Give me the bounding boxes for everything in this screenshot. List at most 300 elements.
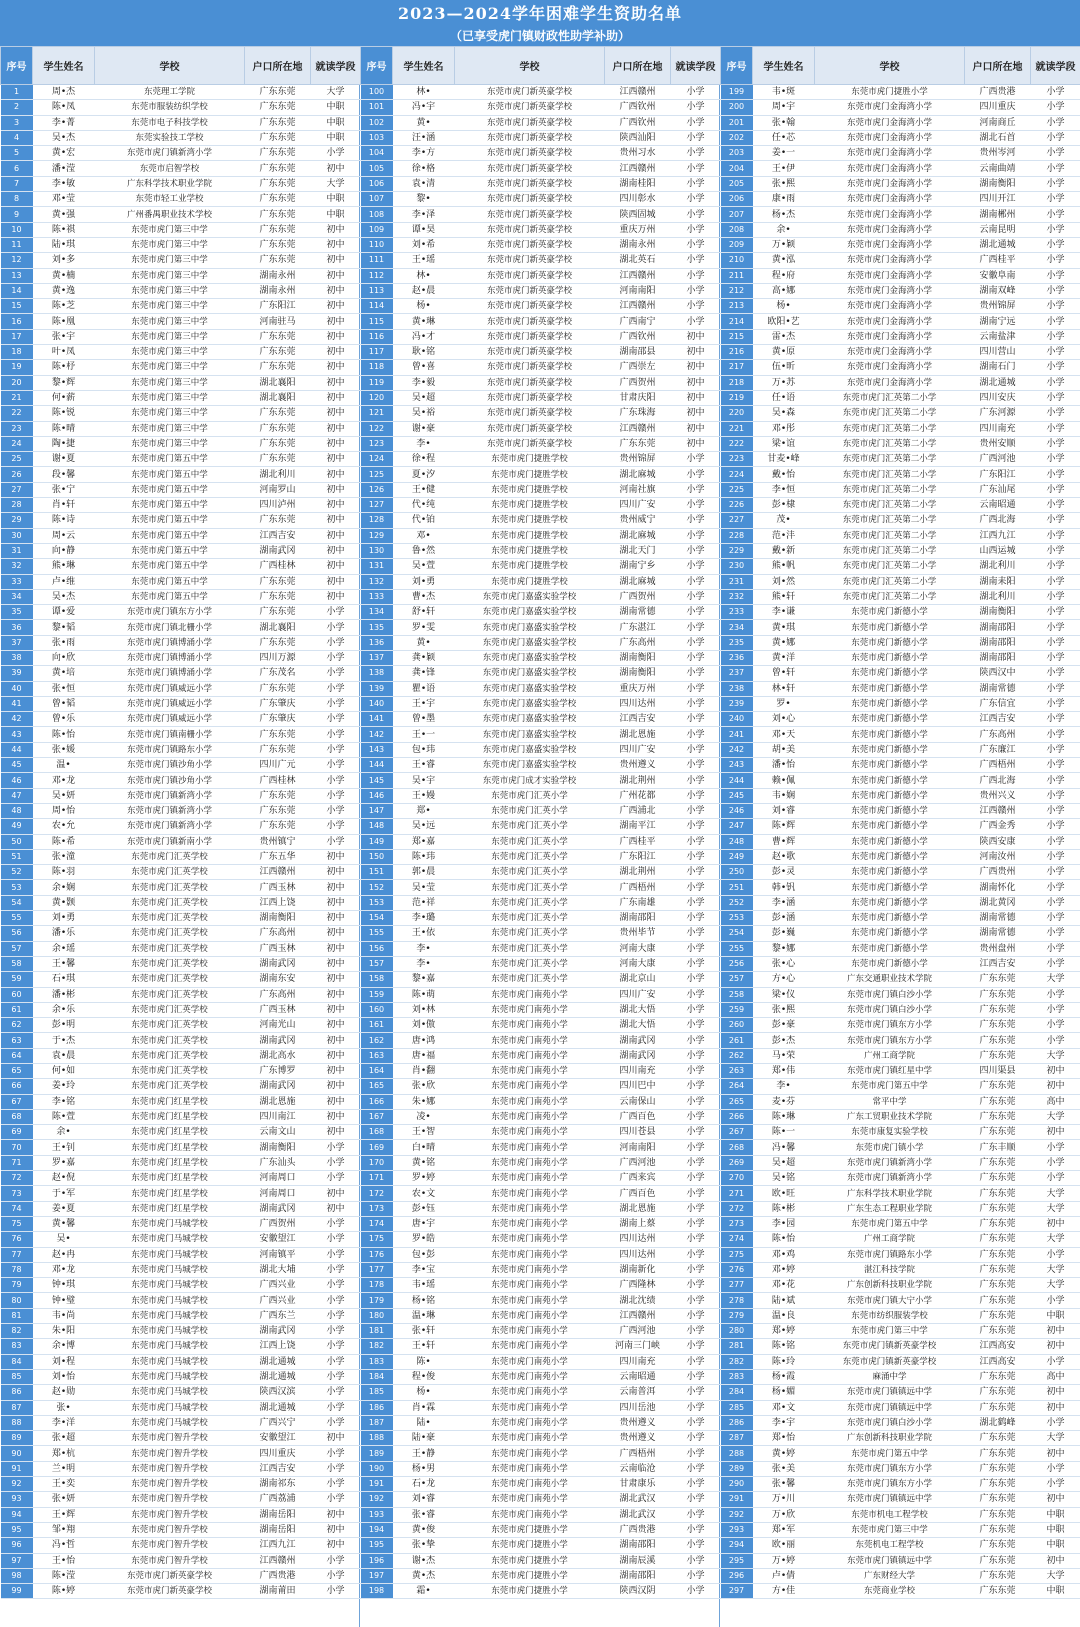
stage-cell: 初中 <box>311 1094 361 1109</box>
seq-cell: 202 <box>721 130 753 145</box>
stage-cell: 小学 <box>1031 360 1080 375</box>
student-name-cell: 曾•轩 <box>753 666 815 681</box>
seq-cell: 272 <box>721 1201 753 1216</box>
school-cell: 东莞市虎门马城学校 <box>95 1400 245 1415</box>
table-row <box>1 620 361 635</box>
student-name-cell: 赵•晨 <box>393 283 455 298</box>
hometown-cell: 陕西汉阴 <box>605 1584 671 1599</box>
hometown-cell: 四川岳池 <box>605 1400 671 1415</box>
hometown-cell: 广东东莞 <box>245 452 311 467</box>
school-cell: 东莞市虎门嘉盛实验学校 <box>455 758 605 773</box>
seq-cell: 62 <box>1 1018 33 1033</box>
hometown-cell: 广东东莞 <box>245 253 311 268</box>
hometown-cell: 重庆万州 <box>605 681 671 696</box>
school-cell: 东莞市虎门南苑小学 <box>455 1446 605 1461</box>
seq-cell: 72 <box>1 1171 33 1186</box>
hometown-cell: 广东高州 <box>965 727 1031 742</box>
stage-cell: 小学 <box>671 1232 721 1247</box>
table-row <box>721 1522 1080 1537</box>
student-name-cell: 黄• <box>393 635 455 650</box>
stage-cell: 小学 <box>1031 253 1080 268</box>
table-row <box>361 1507 721 1522</box>
table-row <box>361 1247 721 1262</box>
table-row <box>361 1094 721 1109</box>
table-row <box>361 1293 721 1308</box>
stage-cell: 小学 <box>311 1385 361 1400</box>
student-name-cell: 罗•嘉 <box>33 1155 95 1170</box>
table-row <box>721 803 1080 818</box>
hometown-cell: 湖南武冈 <box>245 956 311 971</box>
hometown-cell: 四川开江 <box>965 192 1031 207</box>
stage-cell: 小学 <box>311 1216 361 1231</box>
hometown-cell: 广西河池 <box>605 1324 671 1339</box>
school-cell: 东莞市虎门新德小学 <box>815 696 965 711</box>
seq-cell: 61 <box>1 1002 33 1017</box>
student-name-cell: 吴• <box>33 1232 95 1247</box>
student-name-cell: 刘•傲 <box>393 1018 455 1033</box>
stage-cell: 小学 <box>1031 987 1080 1002</box>
stage-cell: 初中 <box>311 543 361 558</box>
stage-cell: 初中 <box>311 972 361 987</box>
school-cell: 东莞市虎门智升学校 <box>95 1522 245 1537</box>
seq-cell: 228 <box>721 528 753 543</box>
seq-cell: 143 <box>361 742 393 757</box>
stage-cell: 初中 <box>311 390 361 405</box>
seq-cell: 285 <box>721 1400 753 1415</box>
stage-cell: 小学 <box>311 1354 361 1369</box>
table-row <box>361 1538 721 1553</box>
stage-cell: 小学 <box>1031 1415 1080 1430</box>
hometown-cell: 湖南常德 <box>605 605 671 620</box>
hometown-cell: 贵州遵义 <box>605 758 671 773</box>
student-name-cell: 马•荣 <box>753 1048 815 1063</box>
stage-cell: 小学 <box>671 650 721 665</box>
school-cell: 东莞市虎门捷胜小学 <box>455 1538 605 1553</box>
stage-cell: 初中 <box>311 1522 361 1537</box>
table-row <box>361 436 721 451</box>
school-cell: 东莞市虎门南苑小学 <box>455 1308 605 1323</box>
hometown-cell: 广东东莞 <box>245 130 311 145</box>
table-row <box>1 283 361 298</box>
student-name-cell: 李•菁 <box>33 115 95 130</box>
hometown-cell: 湖南宁远 <box>965 314 1031 329</box>
student-name-cell: 韦•斑 <box>753 85 815 100</box>
student-name-cell: 吴•铭 <box>753 1171 815 1186</box>
hometown-cell: 云南昭通 <box>965 498 1031 513</box>
stage-cell: 小学 <box>311 1155 361 1170</box>
school-cell: 东莞市虎门镇新湾小学 <box>95 146 245 161</box>
student-name-cell: 赵•倪 <box>33 1171 95 1186</box>
student-name-cell: 陈•怡 <box>753 1232 815 1247</box>
table-row <box>1 207 361 222</box>
stage-cell: 初中 <box>1031 1446 1080 1461</box>
table-row <box>1 482 361 497</box>
stage-cell: 小学 <box>671 895 721 910</box>
table-row <box>1 85 361 100</box>
school-cell: 东莞市虎门金海湾小学 <box>815 192 965 207</box>
stage-cell: 小学 <box>671 1446 721 1461</box>
stage-cell: 小学 <box>1031 1140 1080 1155</box>
stage-cell: 中职 <box>1031 1308 1080 1323</box>
school-cell: 东莞市虎门新德小学 <box>815 773 965 788</box>
student-name-cell: 陈•一 <box>753 1125 815 1140</box>
hometown-cell: 广东东莞 <box>245 803 311 818</box>
seq-cell: 198 <box>361 1584 393 1599</box>
school-cell: 东莞市虎门马城学校 <box>95 1415 245 1430</box>
hometown-cell: 湖北鹤峰 <box>965 1415 1031 1430</box>
stage-cell: 初中 <box>311 1201 361 1216</box>
student-name-cell: 冯•哲 <box>33 1538 95 1553</box>
table-row <box>1 1048 361 1063</box>
stage-cell: 小学 <box>671 1308 721 1323</box>
stage-cell: 初中 <box>311 1507 361 1522</box>
school-cell: 东莞市虎门汇英学校 <box>95 926 245 941</box>
hometown-cell: 广东五华 <box>245 849 311 864</box>
table-row <box>1 1109 361 1124</box>
student-name-cell: 王•钊 <box>33 1140 95 1155</box>
student-name-cell: 郑• <box>393 803 455 818</box>
school-cell: 东莞市虎门南苑小学 <box>455 1293 605 1308</box>
school-cell: 东莞市虎门第五中学 <box>95 528 245 543</box>
stage-cell: 小学 <box>311 635 361 650</box>
table-row <box>721 1492 1080 1507</box>
hometown-cell: 广东东莞 <box>245 222 311 237</box>
seq-cell: 117 <box>361 345 393 360</box>
student-name-cell: 陈•玲 <box>753 1354 815 1369</box>
stage-cell: 小学 <box>1031 1171 1080 1186</box>
student-name-cell: 赵•勋 <box>33 1385 95 1400</box>
table-row <box>721 192 1080 207</box>
school-cell: 东莞市虎门新英豪学校 <box>455 314 605 329</box>
hometown-cell: 安徽望江 <box>245 1232 311 1247</box>
hometown-cell: 湖南衡阳 <box>245 1140 311 1155</box>
seq-cell: 187 <box>361 1415 393 1430</box>
hometown-cell: 江西吉安 <box>965 712 1031 727</box>
hometown-cell: 河南南阳 <box>605 283 671 298</box>
student-name-cell: 黄•婷 <box>753 1446 815 1461</box>
school-cell: 东莞市虎门镇镇远中学 <box>815 1492 965 1507</box>
seq-cell: 211 <box>721 268 753 283</box>
table-row <box>1 345 361 360</box>
school-cell: 常平中学 <box>815 1094 965 1109</box>
school-cell: 东莞市虎门第三中学 <box>95 406 245 421</box>
seq-cell: 73 <box>1 1186 33 1201</box>
hometown-cell: 广东东莞 <box>245 605 311 620</box>
student-name-cell: 熊•琳 <box>33 559 95 574</box>
stage-cell: 小学 <box>671 1400 721 1415</box>
student-name-cell: 陈•铭 <box>753 1339 815 1354</box>
table-row <box>721 436 1080 451</box>
seq-cell: 273 <box>721 1216 753 1231</box>
seq-cell: 47 <box>1 788 33 803</box>
stage-cell: 小学 <box>671 758 721 773</box>
seq-cell: 253 <box>721 911 753 926</box>
school-cell: 东莞市虎门第三中学 <box>815 1324 965 1339</box>
table-row <box>1 696 361 711</box>
seq-cell: 129 <box>361 528 393 543</box>
table-row <box>1 1461 361 1476</box>
seq-cell: 64 <box>1 1048 33 1063</box>
hometown-cell: 湖南常德 <box>965 681 1031 696</box>
hometown-cell: 广东东莞 <box>965 1201 1031 1216</box>
seq-cell: 213 <box>721 299 753 314</box>
school-cell: 东莞市虎门镇新湾小学 <box>95 819 245 834</box>
school-cell: 东莞市虎门汇英第二小学 <box>815 406 965 421</box>
stage-cell: 小学 <box>671 712 721 727</box>
student-name-cell: 黄•馨 <box>33 1216 95 1231</box>
stage-cell: 初中 <box>311 436 361 451</box>
student-name-cell: 张•欣 <box>393 1079 455 1094</box>
stage-cell: 小学 <box>671 574 721 589</box>
table-row <box>721 283 1080 298</box>
hometown-cell: 广西兴业 <box>245 1293 311 1308</box>
stage-cell: 大学 <box>1031 1262 1080 1277</box>
hometown-cell: 广东东莞 <box>965 1584 1031 1599</box>
student-name-cell: 范•沣 <box>753 528 815 543</box>
stage-cell: 初中 <box>311 987 361 1002</box>
seq-cell: 296 <box>721 1568 753 1583</box>
stage-cell: 小学 <box>671 146 721 161</box>
hometown-cell: 江西赣州 <box>605 85 671 100</box>
seq-cell: 180 <box>361 1308 393 1323</box>
stage-cell: 小学 <box>311 1247 361 1262</box>
school-cell: 东莞市虎门镇沙角小学 <box>95 758 245 773</box>
school-cell: 东莞市虎门南苑小学 <box>455 1431 605 1446</box>
seq-cell: 294 <box>721 1538 753 1553</box>
column-header-school: 学校 <box>815 47 965 85</box>
hometown-cell: 湖北天门 <box>605 543 671 558</box>
school-cell: 东莞市虎门金海湾小学 <box>815 115 965 130</box>
hometown-cell: 湖南邵阳 <box>965 635 1031 650</box>
table-row <box>721 528 1080 543</box>
school-cell: 东莞市虎门新英豪学校 <box>95 1568 245 1583</box>
student-name-cell: 汪•涵 <box>393 130 455 145</box>
seq-cell: 155 <box>361 926 393 941</box>
seq-cell: 136 <box>361 635 393 650</box>
seq-cell: 223 <box>721 452 753 467</box>
table-row <box>1 299 361 314</box>
hometown-cell: 广东东莞 <box>245 589 311 604</box>
hometown-cell: 广东东莞 <box>965 1033 1031 1048</box>
hometown-cell: 湖南永州 <box>605 237 671 252</box>
seq-cell: 66 <box>1 1079 33 1094</box>
stage-cell: 初中 <box>311 1125 361 1140</box>
table-row <box>1 421 361 436</box>
student-name-cell: 鲁•然 <box>393 543 455 558</box>
hometown-cell: 湖北大悟 <box>605 1002 671 1017</box>
stage-cell: 小学 <box>1031 574 1080 589</box>
table-row <box>721 100 1080 115</box>
seq-cell: 52 <box>1 865 33 880</box>
student-name-cell: 王•宇 <box>393 696 455 711</box>
seq-cell: 14 <box>1 283 33 298</box>
stage-cell: 中职 <box>1031 1507 1080 1522</box>
school-cell: 东莞市虎门红星学校 <box>95 1140 245 1155</box>
school-cell: 东莞市虎门汇英小学 <box>455 895 605 910</box>
seq-cell: 276 <box>721 1262 753 1277</box>
student-name-cell: 郑•嘉 <box>393 834 455 849</box>
stage-cell: 小学 <box>1031 620 1080 635</box>
hometown-cell: 广西钦州 <box>605 100 671 115</box>
stage-cell: 小学 <box>671 1507 721 1522</box>
hometown-cell: 安徽望江 <box>245 1431 311 1446</box>
student-name-cell: 王•怡 <box>33 1553 95 1568</box>
hometown-cell: 广西桂林 <box>245 773 311 788</box>
stage-cell: 小学 <box>671 1568 721 1583</box>
table-row <box>721 1262 1080 1277</box>
hometown-cell: 广东东莞 <box>245 345 311 360</box>
student-name-cell: 王•奕 <box>33 1477 95 1492</box>
table-row <box>721 360 1080 375</box>
seq-cell: 191 <box>361 1477 393 1492</box>
stage-cell: 小学 <box>311 681 361 696</box>
hometown-cell: 广东东莞 <box>965 1461 1031 1476</box>
header-row <box>361 47 721 85</box>
hometown-cell: 广东东莞 <box>245 681 311 696</box>
hometown-cell: 湖南武冈 <box>245 1201 311 1216</box>
student-name-cell: 邓•龙 <box>33 773 95 788</box>
school-cell: 东莞市虎门新德小学 <box>815 849 965 864</box>
seq-cell: 232 <box>721 589 753 604</box>
hometown-cell: 湖南永州 <box>245 268 311 283</box>
table-row <box>1 1507 361 1522</box>
student-name-cell: 余•瑶 <box>33 941 95 956</box>
hometown-cell: 湖北沈绩 <box>605 1293 671 1308</box>
hometown-cell: 四川南江 <box>245 1109 311 1124</box>
school-cell: 东莞市虎门嘉盛实验学校 <box>455 650 605 665</box>
school-cell: 东莞市虎门新德小学 <box>815 788 965 803</box>
student-name-cell: 万•苏 <box>753 375 815 390</box>
seq-cell: 20 <box>1 375 33 390</box>
table-row <box>721 1461 1080 1476</box>
table-row <box>1 987 361 1002</box>
hometown-cell: 湖北大埔 <box>245 1262 311 1277</box>
seq-cell: 147 <box>361 803 393 818</box>
hometown-cell: 广西贺州 <box>245 1216 311 1231</box>
table-row <box>1 1553 361 1568</box>
seq-cell: 262 <box>721 1048 753 1063</box>
school-cell: 东莞市虎门镇新湾小学 <box>815 1155 965 1170</box>
student-name-cell: 张•恒 <box>33 681 95 696</box>
student-name-cell: 邓•文 <box>753 1400 815 1415</box>
table-row <box>1 498 361 513</box>
student-name-cell: 李•毅 <box>393 375 455 390</box>
student-name-cell: 杨• <box>393 1385 455 1400</box>
table-row <box>721 1033 1080 1048</box>
school-cell: 东莞市虎门马城学校 <box>95 1354 245 1369</box>
student-name-cell: 程•府 <box>753 268 815 283</box>
seq-cell: 189 <box>361 1446 393 1461</box>
stage-cell: 小学 <box>671 1324 721 1339</box>
stage-cell: 小学 <box>671 620 721 635</box>
school-cell: 东莞市虎门汇英学校 <box>95 1002 245 1017</box>
seq-cell: 222 <box>721 436 753 451</box>
hometown-cell: 广东东莞 <box>245 436 311 451</box>
school-cell: 东莞市虎门智升学校 <box>95 1461 245 1476</box>
student-name-cell: 肖•霖 <box>393 1400 455 1415</box>
hometown-cell: 广东东莞 <box>245 727 311 742</box>
student-name-cell: 陈•怡 <box>33 727 95 742</box>
stage-cell: 初中 <box>671 329 721 344</box>
table-row <box>1 1477 361 1492</box>
hometown-cell: 广东东莞 <box>965 1522 1031 1537</box>
seq-cell: 157 <box>361 956 393 971</box>
hometown-cell: 四川营山 <box>965 345 1031 360</box>
seq-cell: 192 <box>361 1492 393 1507</box>
hometown-cell: 广东东莞 <box>965 1262 1031 1277</box>
table-row <box>721 681 1080 696</box>
school-cell: 东莞市虎门第三中学 <box>95 375 245 390</box>
school-cell: 东莞市虎门金海湾小学 <box>815 375 965 390</box>
student-name-cell: 万•颖 <box>753 237 815 252</box>
stage-cell: 小学 <box>311 1492 361 1507</box>
hometown-cell: 湖南东安 <box>245 972 311 987</box>
seq-cell: 11 <box>1 237 33 252</box>
seq-cell: 169 <box>361 1140 393 1155</box>
stage-cell: 小学 <box>311 696 361 711</box>
seq-cell: 41 <box>1 696 33 711</box>
table-row <box>361 834 721 849</box>
stage-cell: 小学 <box>311 1140 361 1155</box>
stage-cell: 小学 <box>1031 513 1080 528</box>
student-name-cell: 张•潼 <box>33 849 95 864</box>
hometown-cell: 广东阳江 <box>245 299 311 314</box>
hometown-cell: 广东东莞 <box>965 1492 1031 1507</box>
stage-cell: 小学 <box>671 635 721 650</box>
seq-cell: 67 <box>1 1094 33 1109</box>
seq-cell: 204 <box>721 161 753 176</box>
table-row <box>361 283 721 298</box>
student-name-cell: 李•铭 <box>33 1094 95 1109</box>
table-row <box>1 1232 361 1247</box>
seq-cell: 167 <box>361 1109 393 1124</box>
student-name-cell: 叶•凤 <box>33 345 95 360</box>
hometown-cell: 陕西汕阳 <box>605 130 671 145</box>
seq-cell: 79 <box>1 1278 33 1293</box>
student-name-cell: 周•云 <box>33 528 95 543</box>
stage-cell: 小学 <box>671 482 721 497</box>
student-name-cell: 潘•彬 <box>33 987 95 1002</box>
seq-cell: 172 <box>361 1186 393 1201</box>
hometown-cell: 四川达州 <box>605 696 671 711</box>
school-cell: 东莞市虎门嘉盛实验学校 <box>455 727 605 742</box>
student-name-cell: 袁•晨 <box>33 1048 95 1063</box>
stage-cell: 小学 <box>1031 865 1080 880</box>
school-cell: 东莞市虎门南苑小学 <box>455 1339 605 1354</box>
stage-cell: 小学 <box>1031 237 1080 252</box>
student-name-cell: 彭•棣 <box>753 498 815 513</box>
school-cell: 东莞市虎门镇博涌小学 <box>95 666 245 681</box>
stage-cell: 小学 <box>671 1064 721 1079</box>
hometown-cell: 广东南雄 <box>605 895 671 910</box>
seq-cell: 289 <box>721 1461 753 1476</box>
school-cell: 东莞市虎门智升学校 <box>95 1477 245 1492</box>
stage-cell: 初中 <box>1031 1400 1080 1415</box>
student-name-cell: 张•妍 <box>33 1492 95 1507</box>
stage-cell: 小学 <box>1031 1002 1080 1017</box>
table-row <box>1 666 361 681</box>
seq-cell: 114 <box>361 299 393 314</box>
seq-cell: 164 <box>361 1064 393 1079</box>
school-cell: 东莞市虎门嘉盛实验学校 <box>455 681 605 696</box>
stage-cell: 小学 <box>671 742 721 757</box>
seq-cell: 28 <box>1 498 33 513</box>
hometown-cell: 湖南常德 <box>965 911 1031 926</box>
hometown-cell: 广东廉江 <box>965 742 1031 757</box>
student-name-cell: 余• <box>33 1125 95 1140</box>
seq-cell: 130 <box>361 543 393 558</box>
school-cell: 东莞市虎门镇新湾小学 <box>815 1171 965 1186</box>
